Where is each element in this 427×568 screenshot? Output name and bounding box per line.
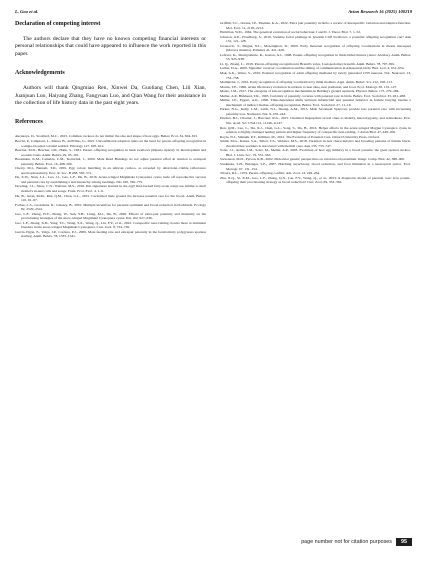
reference-item: Griffith, S.C., Owens, I.P., Thuman, K.A., 2022. Extra pair paternity in birds: a review of interspecific variation and adaptive function. Mol. Ecol. 11, 2195–2212. [220, 21, 411, 30]
reference-item: Studnieks, S.H., Belanger, S.E., 2007. Hatching asynchrony, brood reduction, and food limitation in a neotropical parrot. Ecol. Monogr. 67, 131–154. [220, 161, 411, 171]
running-header [15, 9, 412, 19]
reference-item: Soler, J.J., Avilés, J.M., Soler, M., Møller, A.P., 2003. Evolution of host egg mimicry in a brood parasite, the great spotted cuckoo. Biol. J. Linn. Soc. 79, 551–563. [220, 148, 411, 157]
reference-item: Zhu, X.Q., Si, X.M., Gao, L.F., Zhang, Q.X., Liu, F.Y., Wang, Q., et al., 2023. A diagnostic model of parental care: how parent–offspring their provisioning strategy as brood reduction? Curr. Zool. 69, 353–362. [220, 175, 411, 185]
reference-item: Müller, J.E., Eggert, A.K., 1990. Time-dependent shifts between infanticidal and parental behavior in female burying beetles a mechanism of indirect mother–offspring recognition. Behav. Ecol. Sociobiol. 27, 11–16. [220, 98, 411, 107]
reference-item: Møller, A.P., Birkhead, T.R., 1993. Certainty of paternity covaries with paternal care in birds. Behav. Ecol. Sociobiol. 33, 261–268. [220, 93, 406, 98]
header-journal: Avian Research 16 (2025) 100218 [348, 9, 412, 14]
reference-item: Lefevre, K., Montgomerie, R., Gaston, A.J., 1998. Parent–offspring recognition in thick-billed murres (Aves: Alcidae). Anim. Behav. 55, 925–938. [220, 52, 411, 62]
reference-item: Martín, T.E., 1996. Avian life history evolution in relation to nest sites, nest predation, and food. Ecol. Monogr. 65, 101–127. [220, 84, 398, 89]
reference-item: Trivers, R.L., 1974. Parent–offspring conflict. Am. Zool. 14, 249–264. [220, 171, 321, 176]
acknowledgements-text: Authors will thank Qingmiao Ren, Xinwei Da, Guoliang Chen, Lili Xian, Juanjuan Luo, Haiyang Zhang, Fangyuan Luo, and Qian Wang for their assistance in the collection of life history data in the past eight years. [15, 85, 206, 107]
footer-note: page number not for citation purposes [301, 539, 392, 545]
page-number-badge: 95 [396, 538, 412, 546]
reference-item: Li, Q., Zhang, L., 2019. Parent–offspring recognition in Brandt's voles, Lasiopodomys brandtii. Anim. Behav. 78, 797–801. [220, 61, 396, 66]
reference-item: Smith, M.G., Kaiser, S.A., Sillett, T.S., Webster, M.S., 2018. Variation in nest characteristics and brooding patterns of female black-throated blue warblers is associated with thermal cues. Auk 135, 733–747. [220, 139, 411, 148]
reference-item: Hamilton, W.D., 1964. The genetical evolution of social behaviour. I and II. J. Theor. Biol. 7, 1–52. [220, 30, 361, 35]
reference-item: Boesmann, K.M., Lamelza, C.M., Kotrschal, J., 2000. Male Reed Buntings do not adjust parental effort in relation to extrapair paternity. Behav. Ecol. 16, 498–506. [15, 157, 206, 166]
reference-item: Du, B., Guan, M.M., Ren, Q.M., Chen, G.L., 2015. Cuckolded male ground tits increase parental care for the brood. Anim. Behav. 110, 61–67. [15, 193, 206, 203]
reference-item: Royle, N.J., Smiseth, P.T., Kölliker, M., 2012. The Evolution of Parental Care. Oxford University Press, Oxford. [220, 134, 380, 139]
competing-interest-text: The authors declare that they have no known competing financial interests or personal relationships that could have appeared to influence the work reported in this paper. [15, 36, 206, 57]
header-authors: L. Gao et al. [15, 9, 39, 14]
left-column [15, 21, 206, 239]
reference-item: Johnson, A.E., Freedberg, S., 2019. Variable facial plumage in juvenile Cliff Swallows: a potential offspring recognition cue? Auk 131, 121–128. [220, 34, 411, 44]
reference-item: Luther, D.A., 2009. Signaller: receiver coordination and the timing of communication in Amazonian birds. Biol. Lett. 4, 651–654. [220, 66, 405, 71]
reference-item: Jovanovic, T., Megna, N.L., Mosenigbert, D., 2000. Early maternal recognition of offspring vocalizations in rhesus macaques (Macaca mulatta). Primates 41, 421–428. [220, 43, 411, 53]
references-list-right [220, 21, 411, 185]
references-list-left [15, 134, 206, 239]
reference-item: Akçakaya, D., Stoddard, M.C., 2023. Common cuckoos do not mimic the size and shape of host eggs. Behav. Ecol. 34, 604–615. [15, 134, 199, 139]
reference-item: Mak, G.K., Weiss, S., 2010. Paternal recognition of adult offspring mediated by newly generated CNS neurons. Nat. Neurosci. 13, 753–758. [220, 71, 411, 80]
reference-item: Becchi, P., Campioni, L., Massa, B., dell'Omo, G., 2021. Unconditional adoption rules out the need for parent–offspring recognition in a single-brooded colonial seabird. Ethology 127, 605–612. [15, 138, 206, 148]
reference-item: Mateo, J.M., 2017. The ontogeny of kin-recognition mechanisms in Belding's ground squirrels. Physiol. Behav. 173, 279–284. [220, 89, 400, 94]
right-column [220, 21, 411, 185]
reference-item: Gao, L.F., Zhang, X.D., Yang, T.C., Wang, S.X., Wang, Q., Liu, F.Y., et al., 2022. Conspecific nest-visiting clowns more at dominant breeders in the snow-winged Mugimaki Cyanoptera. Curr. Zool. 8, 724–736. [15, 220, 206, 230]
reference-item: Ren, Q.M., Luo, L., Du, X.J., Chen, G.L., Song, S., Du, B., 2016. Helper effects in the azure-winged Magpie Cyanopica cyana in relation to highly-clumped nesting pattern and higher frequency of conspecific nest-raiding. J. Avian Biol. 47, 449–456. [220, 125, 411, 135]
reference-item: Beecher, M.D., Beecher, I.M., Hahn, S., 1981. Parent–offspring recognition in bank swallows (Riparia riparia): II. Development and acoustic basis. Anim. Behav. 29, 95–101. [15, 148, 206, 157]
reference-item: Forbes, L.S., Grosshans, R., Glassey, B., 2001. Multiple incentives for parental optimism and brood reduction in blackbirds. Ecology 82, 2529–2541. [15, 202, 206, 212]
reference-item: Stevenson, M.D., Pyrson, R.B., 2002. Molecular genetic perspectives on avian brood parasitism. Integr. Comp. Biol. 42, 388–400. [220, 157, 405, 162]
acknowledgements-heading: Acknowledgements [15, 70, 65, 77]
reference-item: Malmkvist, J., 2016. Early recognition of offspring vocalization by mink mothers. Appl. Anim. Behav. Sci. 212, 108–113. [220, 80, 393, 85]
references-heading: References [15, 119, 43, 126]
reference-item: Gao, L.F., Zhang, H.Y., Zhang, W., Sun, Y.H., Liang, M.J., Du, B., 2020. Effects of extra-pair paternity and maternity on the provisioning strategies of the snow-winged Mugimaki Cyanoptera cyana. Ibis 162, 627–636. [15, 211, 206, 221]
reference-item: Dowling, J.L., Shaw, C.N., Webster, M.S., 2016. Kin signatures learned in the egg? Red-backed fairy-wren songs are similar to their mother's in-nest calls and songs. Front. Ecol. Evol. 4, 1–9. [15, 184, 206, 193]
page-footer [301, 537, 412, 547]
competing-interest-heading: Declaration of competing interest [15, 21, 101, 27]
reference-item: García-Vigón, E., Veiga, J.P., Cordero, P.J., 2009. Male feeding rate and extrapair paternity in the facultatively polygynous spotless starling. Anim. Behav. 78, 1335–1341. [15, 229, 206, 239]
reference-item: Parker, N.G., Kelly, L.M., Leith, N.J., Duong, A.M., 2013. Male Savannah Sparrows provide less parental care with increasing paternity loss. Northeast. Nat. 9, 235–244. [220, 107, 411, 116]
reference-item: Da, X.W., Xian, L.L., Luo, J.J., Gao, L.F., Du, B., 2016. Acute-winged Mugimaki Cyanoptera cyana trade off reproductive success and parental care by establishing a size hierarchy among nestlings. Ibis 160, 766–775. [15, 175, 206, 184]
reference-item: Pinchet, B.J., Chartier, J., Harcourt, R.G., 2015. Chemical fingerprints reveal clues to identity, heterozygosity, and relatedness. Proc. Nat. Acad. Sci. USA 112, 11146–11147. [220, 116, 411, 126]
reference-item: Cherry, M.I., Bennett, T.D., 2001. Egg colour matching in an African cuckoo, as revealed by ultraviolet–visible reflectance spectrophotometry. Proc. R. Soc. B 268, 565–571. [15, 166, 206, 175]
